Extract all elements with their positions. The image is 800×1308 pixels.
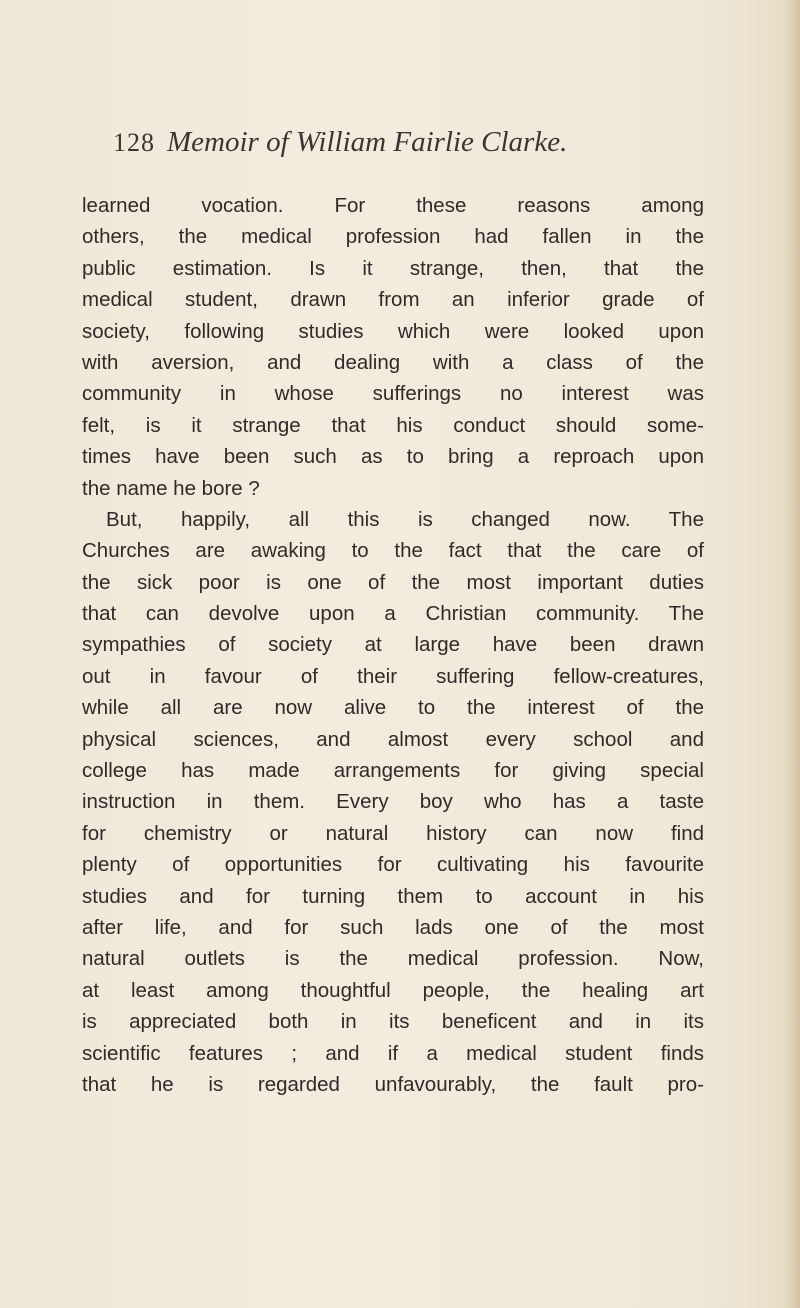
text-line: community in whose sufferings no interest was [82,382,704,406]
text-line: the sick poor is one of the most important duties [82,570,704,594]
body-text [82,190,704,1100]
text-line: felt, is it strange that his conduct should some- [82,413,704,437]
text-line: natural outlets is the medical profession. Now, [82,947,704,971]
paragraph-start-line: But, happily, all this is changed now. The [106,507,704,531]
text-line: scientific features ; and if a medical student finds [82,1041,704,1065]
text-line: at least among thoughtful people, the healing art [82,978,704,1002]
text-line: public estimation. Is it strange, then, that the [82,256,704,280]
text-line: studies and for turning them to account in his [82,884,704,908]
text-line: learned vocation. For these reasons among [82,194,704,217]
text-line: instruction in them. Every boy who has a taste [82,790,704,814]
text-line: after life, and for such lads one of the most [82,915,704,939]
running-title: Memoir of William Fairlie Clarke. [167,126,568,158]
page-edge-shadow [786,0,800,1308]
text-line: is appreciated both in its beneficent and in its [82,1010,704,1034]
page-number: 128 [113,128,155,157]
text-line: for chemistry or natural history can now find [82,821,704,845]
text-line: that he is regarded unfavourably, the fault pro- [82,1072,704,1096]
text-line: times have been such as to bring a reproach upon [82,445,704,469]
text-line: plenty of opportunities for cultivating his favourite [82,853,704,877]
text-line: sympathies of society at large have been drawn [82,633,704,657]
text-line: medical student, drawn from an inferior grade of [82,288,704,312]
text-line: that can devolve upon a Christian community. The [82,602,704,626]
text-line: college has made arrangements for giving special [82,759,704,783]
text-line: Churches are awaking to the fact that the care of [82,539,704,563]
text-line: others, the medical profession had fallen in the [82,225,704,249]
paragraph-end-line: the name he bore ? [82,476,260,500]
text-line: society, following studies which were looked upon [82,319,704,343]
page-header [113,126,713,166]
text-line: physical sciences, and almost every school and [82,727,704,751]
text-line: while all are now alive to the interest of the [82,696,704,720]
text-line: with aversion, and dealing with a class of the [82,350,704,374]
text-line: out in favour of their suffering fellow-creatures, [82,664,704,688]
